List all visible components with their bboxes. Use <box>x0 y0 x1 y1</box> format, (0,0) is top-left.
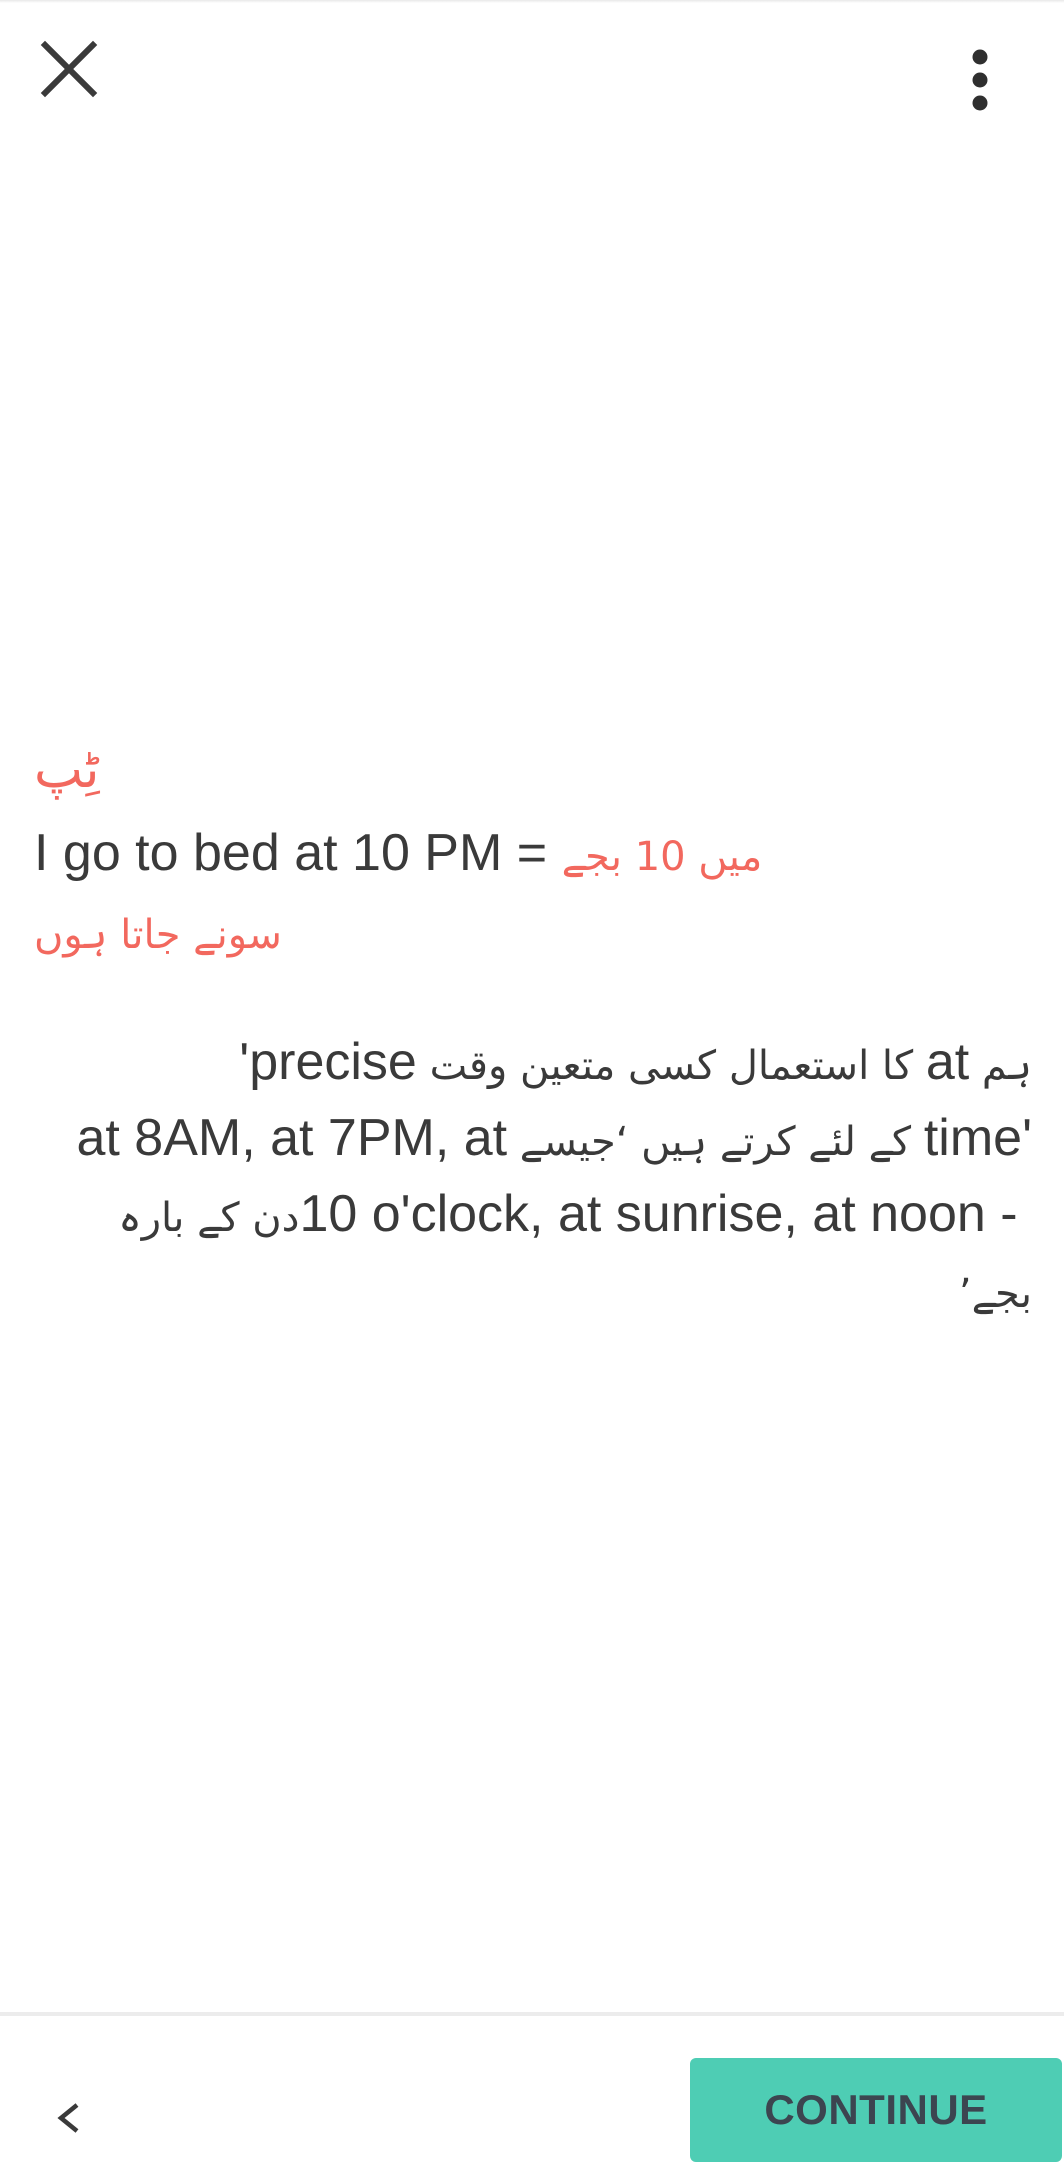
tip-title: ٹِپ <box>34 740 100 800</box>
tip-content <box>34 740 1034 1330</box>
explain-urdu-1: ہم <box>969 1043 1032 1089</box>
top-divider <box>0 0 1064 3</box>
close-icon <box>39 39 99 99</box>
close-button[interactable] <box>30 30 108 108</box>
chevron-left-icon <box>53 2101 83 2135</box>
example-translation-2: سونے جاتا ہوں <box>34 912 282 958</box>
explain-at: at <box>925 1033 970 1091</box>
example-sentence <box>34 816 954 972</box>
explain-examples: at 8AM, at 7PM, at 10 o'clock, at sunrise, at noon - <box>76 1109 1032 1243</box>
tip-explanation <box>34 1026 1032 1330</box>
example-translation-1: میں 10 بجے <box>561 834 763 880</box>
back-button[interactable] <box>38 2088 98 2148</box>
more-vertical-icon <box>970 49 990 111</box>
explain-urdu-3: کے لئے کرتے ہیں ‘جیسے <box>507 1119 924 1165</box>
continue-button[interactable]: CONTINUE <box>690 2058 1062 2162</box>
explain-urdu-2: کا استعمال کسی متعین وقت <box>416 1043 926 1089</box>
explain-urdu-4: دن کے بارہ بجے’ <box>118 1195 1032 1317</box>
more-options-button[interactable] <box>950 40 1010 120</box>
explain-time: time' <box>923 1109 1032 1167</box>
explain-precise: 'precise <box>239 1033 417 1091</box>
example-english: I go to bed at 10 PM = <box>34 824 562 882</box>
